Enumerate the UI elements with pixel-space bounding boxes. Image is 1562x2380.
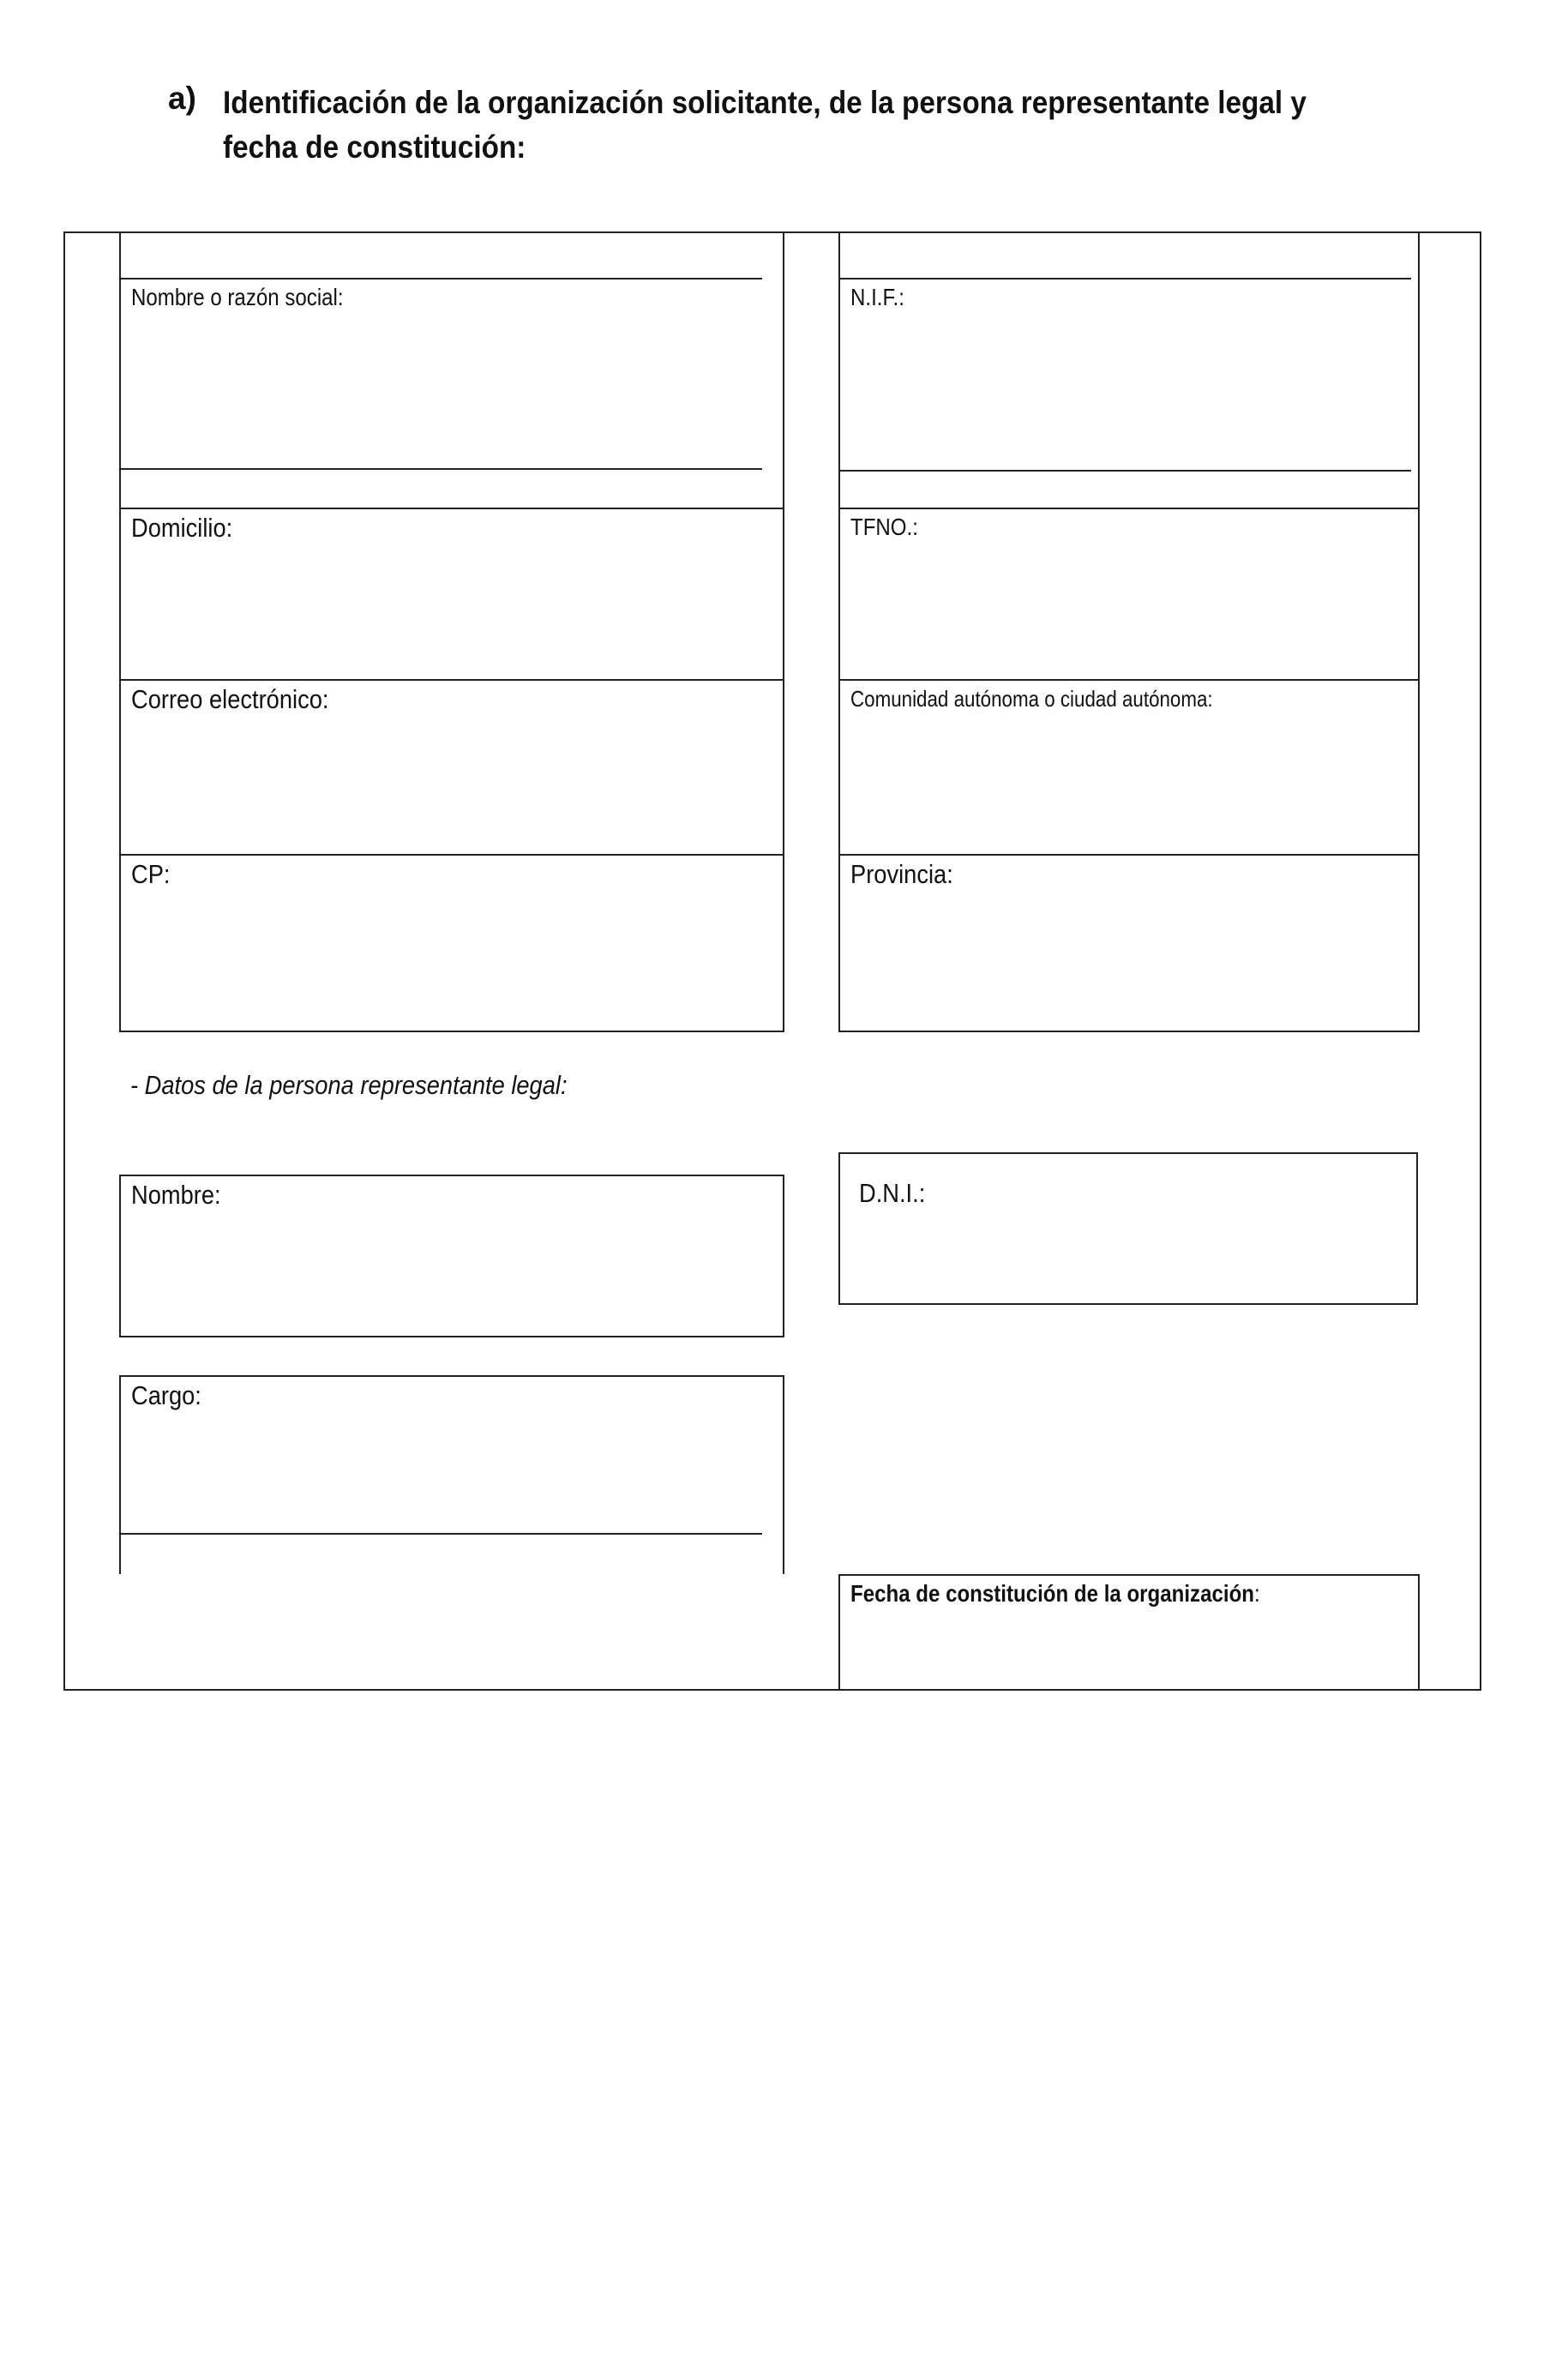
postal-code-field[interactable]: [121, 856, 783, 1031]
address-field[interactable]: [121, 509, 783, 679]
divider: [838, 470, 1411, 472]
constitution-date-label-wrap: [850, 1579, 1260, 1608]
representative-section-label: - Datos de la persona representante legal:: [130, 1070, 568, 1100]
position-label: Cargo:: [131, 1380, 201, 1410]
position-box-left: [119, 1375, 121, 1574]
date-box-right: [1418, 1574, 1420, 1691]
province-field[interactable]: [840, 856, 1418, 1031]
org-name-field[interactable]: [121, 279, 783, 468]
divider: [119, 1533, 762, 1535]
divider: [119, 1031, 784, 1032]
constitution-date-colon: :: [1253, 1580, 1260, 1607]
phone-label: TFNO.:: [850, 514, 918, 540]
section-marker: a): [168, 81, 196, 116]
nif-label: N.I.F.:: [850, 284, 904, 310]
rep-name-label: Nombre:: [131, 1180, 221, 1210]
divider: [838, 1031, 1420, 1032]
org-name-label: Nombre o razón social:: [131, 284, 344, 310]
position-box-top: [119, 1375, 784, 1377]
province-label: Provincia:: [850, 859, 953, 889]
position-field[interactable]: [119, 1375, 784, 1574]
phone-field[interactable]: [840, 509, 1418, 679]
dni-field[interactable]: [838, 1152, 1418, 1305]
left-column-border-right: [783, 231, 784, 1032]
rep-name-field[interactable]: [119, 1175, 784, 1337]
address-label: Domicilio:: [131, 513, 233, 543]
constitution-date-field[interactable]: [840, 1576, 1418, 1689]
postal-code-label: CP:: [131, 859, 171, 889]
section-heading: Identificación de la organización solicitante, de la persona representante legal y fecha de constitución:: [223, 85, 1307, 165]
position-box-right: [783, 1375, 784, 1574]
region-label: Comunidad autónoma o ciudad autónoma:: [850, 686, 1213, 712]
email-label: Correo electrónico:: [131, 684, 329, 714]
region-field[interactable]: [840, 681, 1418, 854]
right-column-border-right: [1418, 231, 1420, 1032]
divider: [119, 468, 762, 470]
constitution-date-label: Fecha de constitución de la organización: [850, 1580, 1254, 1607]
dni-label: D.N.I.:: [859, 1178, 926, 1208]
nif-field[interactable]: [840, 279, 1418, 468]
email-field[interactable]: [121, 681, 783, 854]
